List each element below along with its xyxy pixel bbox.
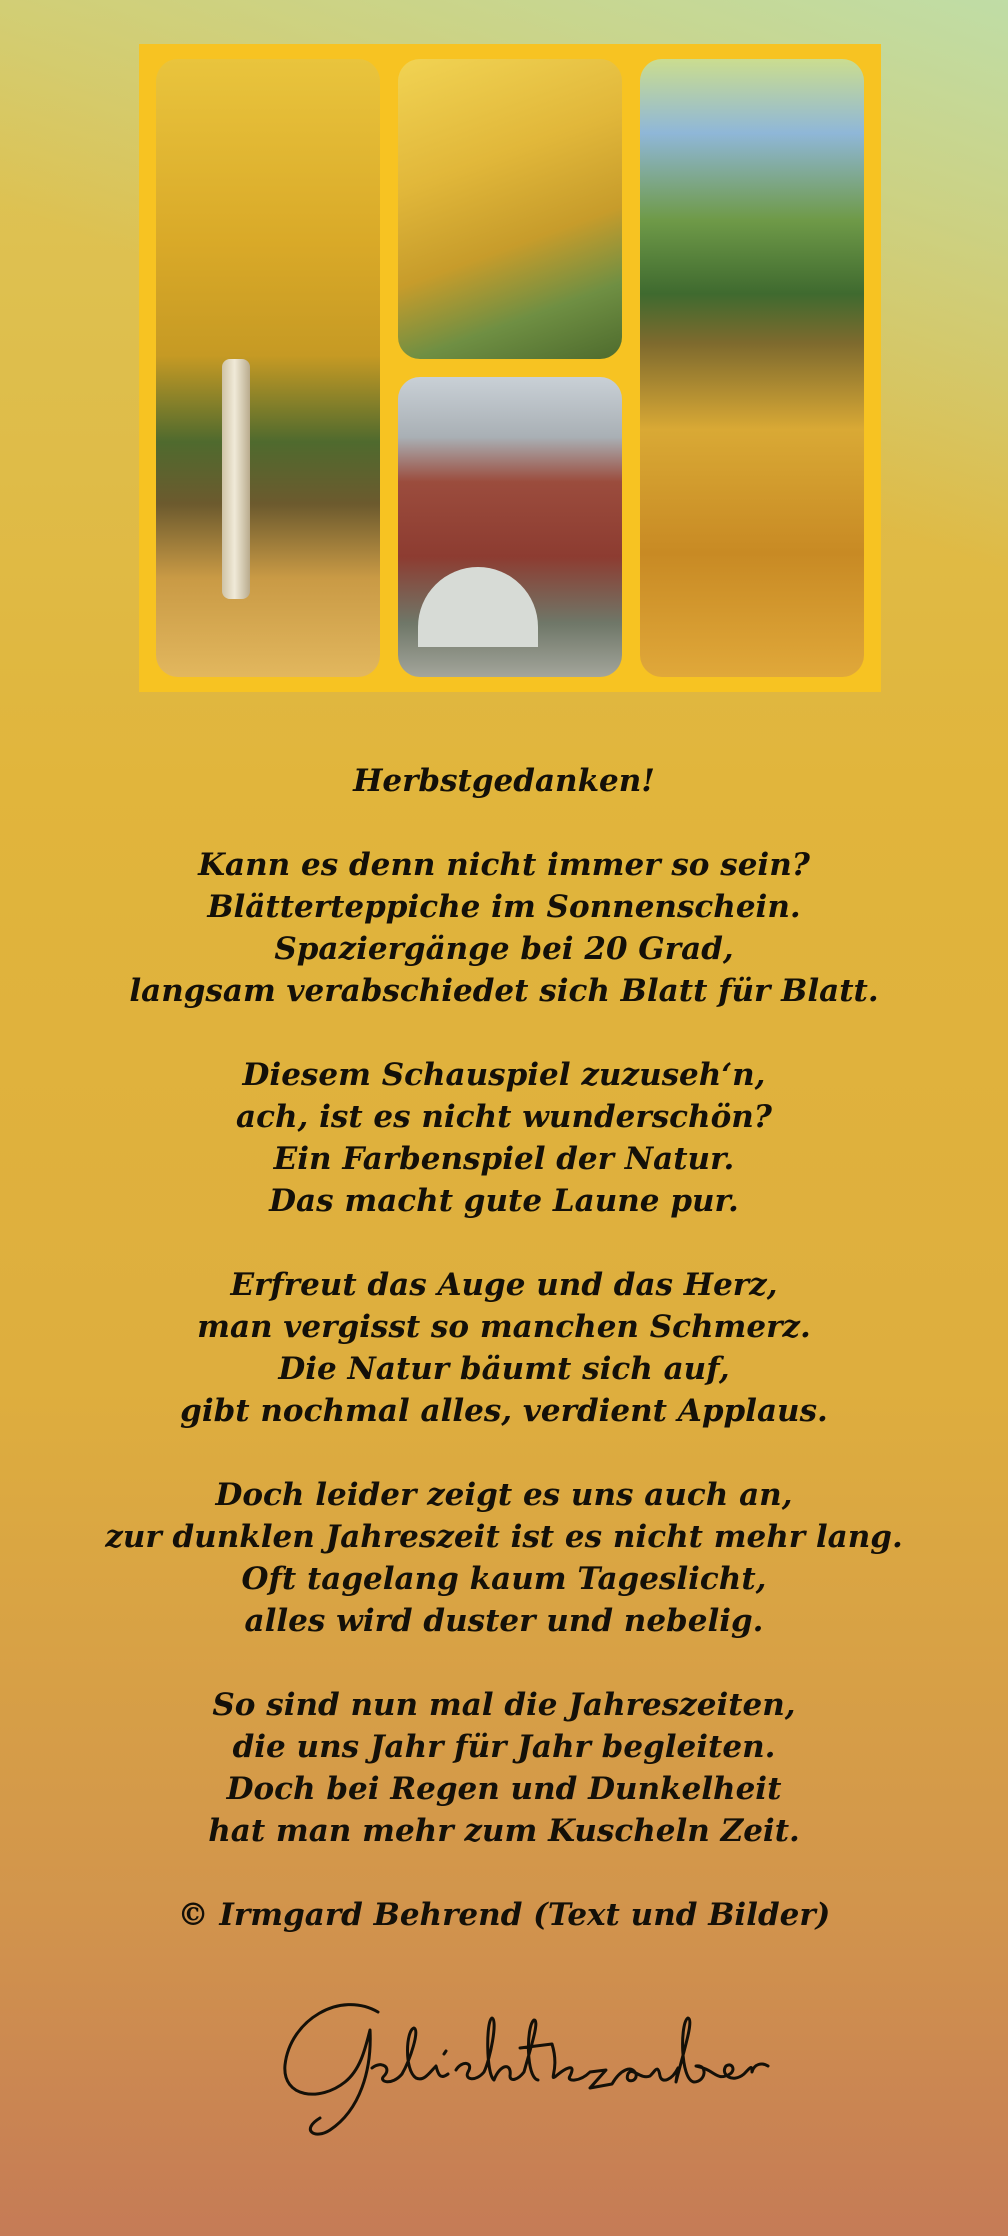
poem-line: So sind nun mal die Jahreszeiten, [212,1687,796,1723]
archway [418,567,538,647]
copyright-line: © Irmgard Behrend (Text und Bilder) [177,1897,831,1933]
poem-line: Ein Farbenspiel der Natur. [273,1141,735,1177]
poem-line: Die Natur bäumt sich auf, [278,1351,730,1387]
red-building-archway-photo [398,377,622,677]
poem-line: Oft tagelang kaum Tageslicht, [241,1561,767,1597]
poem-line: ach, ist es nicht wunderschön? [236,1099,772,1135]
poem-line: Diesem Schauspiel zuzuseh‘n, [242,1057,766,1093]
poem-line: Doch leider zeigt es uns auch an, [215,1477,793,1513]
poem-title: Herbstgedanken! [353,763,655,799]
poem-line: die uns Jahr für Jahr begleiten. [232,1729,776,1765]
tree-trunk [222,359,250,599]
signature-script-image [0,1990,1008,2140]
poem [0,760,1008,1936]
autumn-treetop-sky-photo [398,59,622,359]
yellow-autumn-tree-photo [156,59,380,677]
poem-line: Das macht gute Laune pur. [269,1183,739,1219]
leaf-covered-path-photo [640,59,864,677]
poem-line: langsam verabschiedet sich Blatt für Blatt. [129,973,879,1009]
photo-collage [139,44,881,692]
poem-line: alles wird duster und nebelig. [244,1603,764,1639]
poem-line: zur dunklen Jahreszeit ist es nicht mehr lang. [105,1519,903,1555]
poem-line: gibt nochmal alles, verdient Applaus. [180,1393,828,1429]
signature-logo [0,1990,1008,2140]
poem-line: Doch bei Regen und Dunkelheit [226,1771,782,1807]
poem-line: man vergisst so manchen Schmerz. [197,1309,811,1345]
poem-line: Kann es denn nicht immer so sein? [198,847,810,883]
poem-line: Erfreut das Auge und das Herz, [230,1267,778,1303]
poem-line: Blätterteppiche im Sonnenschein. [207,889,801,925]
poem-line: hat man mehr zum Kuscheln Zeit. [208,1813,800,1849]
poem-line: Spaziergänge bei 20 Grad, [274,931,734,967]
